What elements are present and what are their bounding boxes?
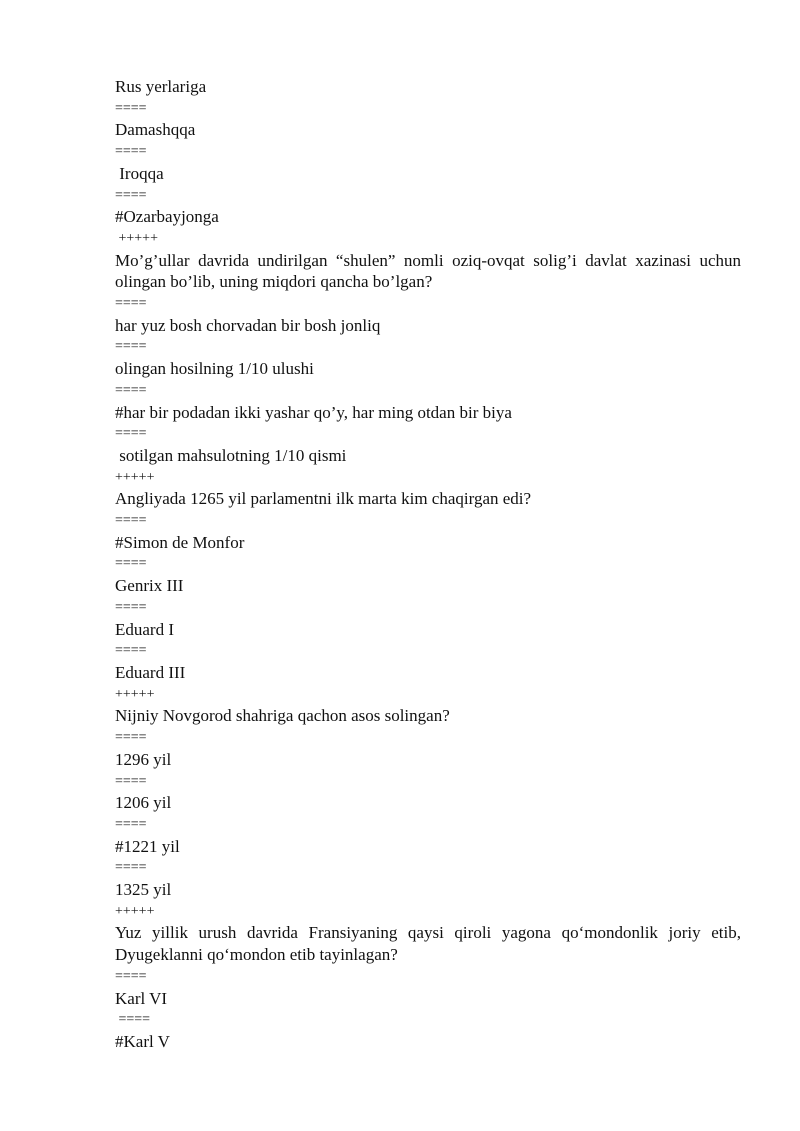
text-line: 1206 yil	[115, 793, 172, 813]
text-line: Damashqqa	[115, 120, 196, 140]
separator-line: ====	[115, 968, 147, 984]
text-line: Angliyada 1265 yil parlamentni ilk marta kim chaqirgan edi?	[115, 489, 532, 509]
text-line: 1296 yil	[115, 749, 172, 769]
document-body	[115, 76, 746, 1053]
separator-line: ====	[115, 382, 147, 398]
text-line: Genrix III	[115, 576, 184, 596]
separator-line: +++++	[115, 903, 155, 919]
separator-line: ====	[115, 599, 147, 615]
text-line: Nijniy Novgorod shahriga qachon asos solingan?	[115, 706, 450, 726]
separator-line: +++++	[115, 686, 155, 702]
separator-line: ====	[115, 187, 147, 203]
text-line: olingan hosilning 1/10 ulushi	[115, 359, 314, 379]
separator-line: ====	[115, 144, 147, 160]
separator-line: ====	[115, 730, 147, 746]
text-line: har yuz bosh chorvadan bir bosh jonliq	[115, 315, 381, 335]
separator-line: ====	[115, 773, 147, 789]
separator-line: ====	[115, 556, 147, 572]
separator-line: +++++	[115, 230, 158, 246]
text-line: #1221 yil	[115, 836, 180, 856]
text-line: Mo’g’ullar davrida undirilgan “shulen” nomli oziq-ovqat solig’i davlat xazinasi uchun olingan bo’lib, uning miqdori qancha bo’lgan?	[115, 250, 746, 292]
text-line: 1325 yil	[115, 880, 172, 900]
text-line: #har bir podadan ikki yashar qo’y, har ming otdan bir biya	[115, 402, 512, 422]
separator-line: ====	[115, 339, 147, 355]
separator-line: ====	[115, 513, 147, 529]
text-line: Eduard III	[115, 662, 186, 682]
separator-line: ====	[115, 1012, 151, 1028]
separator-line: ====	[115, 100, 147, 116]
separator-line: ====	[115, 426, 147, 442]
separator-line: ====	[115, 643, 147, 659]
separator-line: ====	[115, 816, 147, 832]
text-line: Rus yerlariga	[115, 77, 207, 96]
separator-line: +++++	[115, 469, 155, 485]
text-line: #Simon de Monfor	[115, 532, 245, 552]
separator-line: ====	[115, 296, 147, 312]
text-line: Iroqqa	[115, 163, 164, 183]
separator-line: ====	[115, 860, 147, 876]
text-line: sotilgan mahsulotning 1/10 qismi	[115, 445, 347, 465]
text-line: Karl VI	[115, 988, 168, 1008]
text-line: #Ozarbayjonga	[115, 207, 219, 227]
text-line: #Karl V	[115, 1031, 170, 1051]
text-line: Eduard I	[115, 619, 175, 639]
text-line: Yuz yillik urush davrida Fransiyaning qaysi qiroli yagona qo‘mondonlik joriy etib, Dyugeklanni qo‘mondon etib tayinlagan?	[115, 923, 746, 965]
